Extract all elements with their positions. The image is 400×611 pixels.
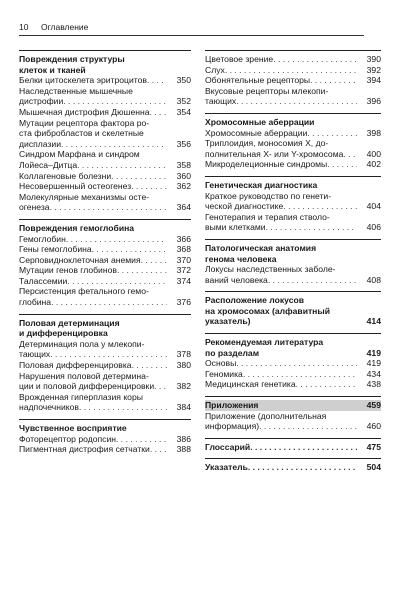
entry-title: Персистенция фетального гемо- глобина . . . <box>19 286 167 307</box>
toc-entry[interactable] <box>19 181 191 192</box>
entry-page: 438 <box>366 379 381 390</box>
entry-page: 354 <box>176 106 191 117</box>
entry-page: 434 <box>366 368 381 379</box>
entry-title: Вкусовые рецепторы млекопи- тающих . . . <box>205 86 357 107</box>
entry-title: Мутации генов глобинов . . . <box>19 265 167 276</box>
entry-title: Несовершенный остеогенез . . . <box>19 181 167 192</box>
entry-page: 350 <box>176 75 191 86</box>
entry-title: Слух . . . <box>205 65 357 76</box>
toc-section <box>205 458 381 473</box>
toc-entry[interactable] <box>205 86 381 107</box>
toc-entry[interactable] <box>205 54 381 65</box>
entry-page: 386 <box>176 433 191 444</box>
toc-right-column <box>205 50 381 479</box>
entry-page: 475 <box>366 441 381 452</box>
entry-title: Мышечная дистрофия Дюшенна . . . <box>19 107 167 118</box>
entry-title: Пигментная дистрофия сетчатки . . . <box>19 444 167 455</box>
entry-page: 394 <box>366 75 381 86</box>
toc-entry[interactable] <box>19 339 191 360</box>
toc-entry[interactable] <box>19 276 191 287</box>
toc-entry[interactable] <box>205 358 381 369</box>
entry-title: Гемоглобин . . . <box>19 234 167 245</box>
entry-title: Приложения <box>205 400 259 411</box>
entry-title: Талассемии . . . <box>19 276 167 287</box>
entry-page: 356 <box>176 138 191 149</box>
entry-page: 402 <box>366 159 381 170</box>
entry-title: Геномика . . . <box>205 369 357 380</box>
toc-entry[interactable] <box>19 107 191 118</box>
entry-title: Глоссарий . . . <box>205 442 357 453</box>
toc-entry[interactable] <box>205 191 381 212</box>
section-title: Половая детерминация и дифференцировка <box>19 317 120 339</box>
toc-section <box>205 438 381 453</box>
entry-title: Микроделеционные синдромы . . . <box>205 159 357 170</box>
entry-page: 376 <box>176 297 191 308</box>
toc-entry[interactable] <box>19 434 191 445</box>
entry-page: 352 <box>176 96 191 107</box>
entry-title: Локусы наследственных заболе- ваний человека . . . <box>205 264 357 285</box>
entry-page: 378 <box>176 349 191 360</box>
section-title: Чувственное восприятие <box>19 423 127 433</box>
toc-entry[interactable] <box>205 369 381 380</box>
entry-page: 384 <box>176 402 191 413</box>
toc-entry[interactable] <box>19 244 191 255</box>
entry-page: 414 <box>366 316 381 327</box>
entry-page: 406 <box>366 222 381 233</box>
toc-section <box>205 333 381 390</box>
entry-title: Расположение локусов на хромосомах (алфавитный указатель) <box>205 295 330 327</box>
entry-page: 504 <box>366 462 381 473</box>
entry-page: 459 <box>366 400 381 411</box>
toc-left-column <box>19 50 191 461</box>
entry-page: 364 <box>176 202 191 213</box>
entry-page: 366 <box>176 233 191 244</box>
section-title: Рекомендуемая литература по разделам <box>205 337 324 358</box>
entry-title: Триплоидия, моносомия X, до- полнительная X- или Y-хромосома . . . <box>205 138 357 159</box>
entry-title: Мутации рецептора фактора ро- ста фибробластов и скелетные дисплазии . . . <box>19 118 167 150</box>
toc-entry[interactable] <box>19 192 191 213</box>
toc-section <box>205 176 381 233</box>
toc-entry[interactable] <box>205 159 381 170</box>
entry-title: Наследственные мышечные дистрофии . . . <box>19 86 167 107</box>
entry-page: 360 <box>176 170 191 181</box>
entry-page: 370 <box>176 254 191 265</box>
toc-section <box>19 419 191 455</box>
toc-entry[interactable] <box>19 286 191 307</box>
toc-entry[interactable] <box>205 75 381 86</box>
toc-section <box>205 239 381 285</box>
toc-entry[interactable] <box>19 75 191 86</box>
entry-title: Половая дифференцировка . . . <box>19 360 167 371</box>
entry-title: Детерминация пола у млекопи- тающих . . . <box>19 339 167 360</box>
toc-entry[interactable] <box>19 444 191 455</box>
entry-page: 408 <box>366 274 381 285</box>
entry-page: 372 <box>176 265 191 276</box>
entry-page: 358 <box>176 159 191 170</box>
entry-title: Гены гемоглобина . . . <box>19 244 167 255</box>
toc-entry[interactable] <box>205 212 381 233</box>
entry-title: Краткое руководство по генети- ческой диагностике . . . <box>205 191 357 212</box>
toc-entry[interactable] <box>205 462 381 473</box>
toc-section <box>205 396 381 432</box>
section-page: 419 <box>366 347 381 358</box>
entry-title: Основы . . . <box>205 358 357 369</box>
section-title: Патологическая анатомия генома человека <box>205 242 317 264</box>
header-title: Оглавление <box>41 22 89 32</box>
entry-title: Серповидноклеточная анемия . . . <box>19 255 167 266</box>
toc-entry[interactable] <box>19 265 191 276</box>
entry-page: 398 <box>366 127 381 138</box>
entry-title: Молекулярные механизмы осте- огенеза . . . <box>19 192 167 213</box>
entry-page: 460 <box>366 421 381 432</box>
entry-page: 392 <box>366 64 381 75</box>
entry-page: 400 <box>366 148 381 159</box>
toc-entry[interactable] <box>205 65 381 76</box>
toc-section <box>19 219 191 308</box>
toc-section <box>205 50 381 107</box>
toc-section <box>205 113 381 170</box>
running-header <box>19 21 364 36</box>
section-title: Повреждения гемоглобина <box>19 222 135 233</box>
entry-page: 382 <box>176 381 191 392</box>
entry-title: Обонятельные рецепторы . . . <box>205 75 357 86</box>
entry-title: Коллагеновые болезни . . . <box>19 171 167 182</box>
toc-entry[interactable] <box>19 86 191 107</box>
entry-page: 380 <box>176 360 191 371</box>
toc-entry[interactable] <box>205 138 381 159</box>
page-number: 10 <box>19 22 29 32</box>
toc-entry[interactable] <box>19 360 191 371</box>
entry-title: Хромосомные аберрации . . . <box>205 128 357 139</box>
toc-entry[interactable] <box>205 295 381 327</box>
entry-page: 374 <box>176 275 191 286</box>
toc-entry[interactable] <box>19 371 191 392</box>
entry-title: Приложение (дополнительная информация) . . . <box>205 411 357 432</box>
toc-section <box>205 291 381 327</box>
section-title: Генетическая диагностика <box>205 179 318 190</box>
entry-page: 388 <box>176 444 191 455</box>
toc-entry[interactable] <box>205 264 381 285</box>
toc-entry[interactable] <box>205 442 381 453</box>
toc-entry[interactable] <box>19 392 191 413</box>
section-title: Хромосомные аберрации <box>205 116 315 127</box>
entry-page: 390 <box>366 54 381 64</box>
section-title-row[interactable] <box>205 337 381 358</box>
toc-entry[interactable] <box>205 400 381 411</box>
toc-entry[interactable] <box>205 379 381 390</box>
entry-page: 368 <box>176 244 191 255</box>
entry-title: Цветовое зрение . . . <box>205 54 357 65</box>
toc-entry[interactable] <box>205 411 381 432</box>
section-title: Повреждения структуры клеток и тканей <box>19 54 125 75</box>
entry-page: 404 <box>366 201 381 212</box>
entry-page: 396 <box>366 96 381 107</box>
toc-entry[interactable] <box>19 149 191 170</box>
toc-entry[interactable] <box>19 171 191 182</box>
entry-title: Белки цитоскелета эритроцитов . . . <box>19 75 167 86</box>
entry-title: Медицинская генетика . . . <box>205 379 357 390</box>
entry-title: Генотерапия и терапия стволо- выми клетками . . . <box>205 212 357 233</box>
toc-section <box>19 50 191 213</box>
toc-section <box>19 314 191 413</box>
entry-page: 419 <box>366 358 381 369</box>
entry-title: Фоторецептор родопсин . . . <box>19 434 167 445</box>
entry-title: Указатель . . . <box>205 462 357 473</box>
toc-entry[interactable] <box>19 234 191 245</box>
entry-title: Синдром Марфана и синдром Лойеса–Дитца . . . <box>19 149 167 170</box>
entry-title: Врожденная гиперплазия коры надпочечников . . . <box>19 392 167 413</box>
toc-entry[interactable] <box>205 128 381 139</box>
entry-title: Нарушения половой детермина- ции и половой дифференцировки . . . <box>19 371 167 392</box>
toc-entry[interactable] <box>19 255 191 266</box>
toc-entry[interactable] <box>19 118 191 150</box>
entry-page: 362 <box>176 181 191 192</box>
